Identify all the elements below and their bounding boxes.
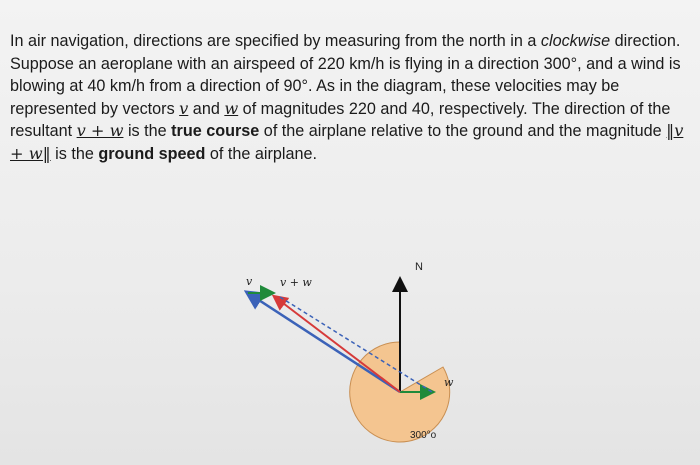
text-clockwise: clockwise [540, 32, 611, 50]
angle-label: 300°o [410, 430, 437, 441]
text-true-course: true course [171, 122, 260, 140]
vector-sum-inline: v + w [76, 121, 124, 140]
text-and: and [188, 99, 225, 118]
text-s2: direction. Suppose an aeroplane with an airspeed of 220 km/h is flying in a direction 300°, and a wind is blowing at 40 km/h from a direction of 90°. As in the diagram, these velocities may be represented by vectors [10, 32, 681, 118]
airspeed-label-v: v [246, 275, 253, 288]
vector-w-inline: w [224, 98, 239, 118]
vector-norm-inline: ‖v + w‖ [10, 121, 684, 163]
text-s3: of magnitudes 220 and 40, respectively. The direction of the resultant [10, 99, 671, 140]
text-is-the: is the [123, 122, 172, 140]
north-label: N [415, 261, 423, 273]
text-s1: In air navigation, directions are specified by measuring from the north in a [10, 32, 541, 50]
text-ground-speed: ground speed [98, 144, 206, 163]
text-is-the-2: is the [50, 144, 99, 163]
resultant-label: v + w [280, 276, 312, 289]
vector-diagram [220, 250, 480, 455]
resultant-vector [275, 297, 400, 392]
vector-v-inline: v [179, 98, 189, 118]
wind-label-w: w [444, 376, 454, 389]
problem-paragraph [10, 30, 694, 165]
text-s4: of the airplane relative to the ground and the magnitude [259, 122, 667, 140]
airspeed-vector-v [248, 293, 400, 392]
text-end: of the airplane. [205, 144, 317, 163]
